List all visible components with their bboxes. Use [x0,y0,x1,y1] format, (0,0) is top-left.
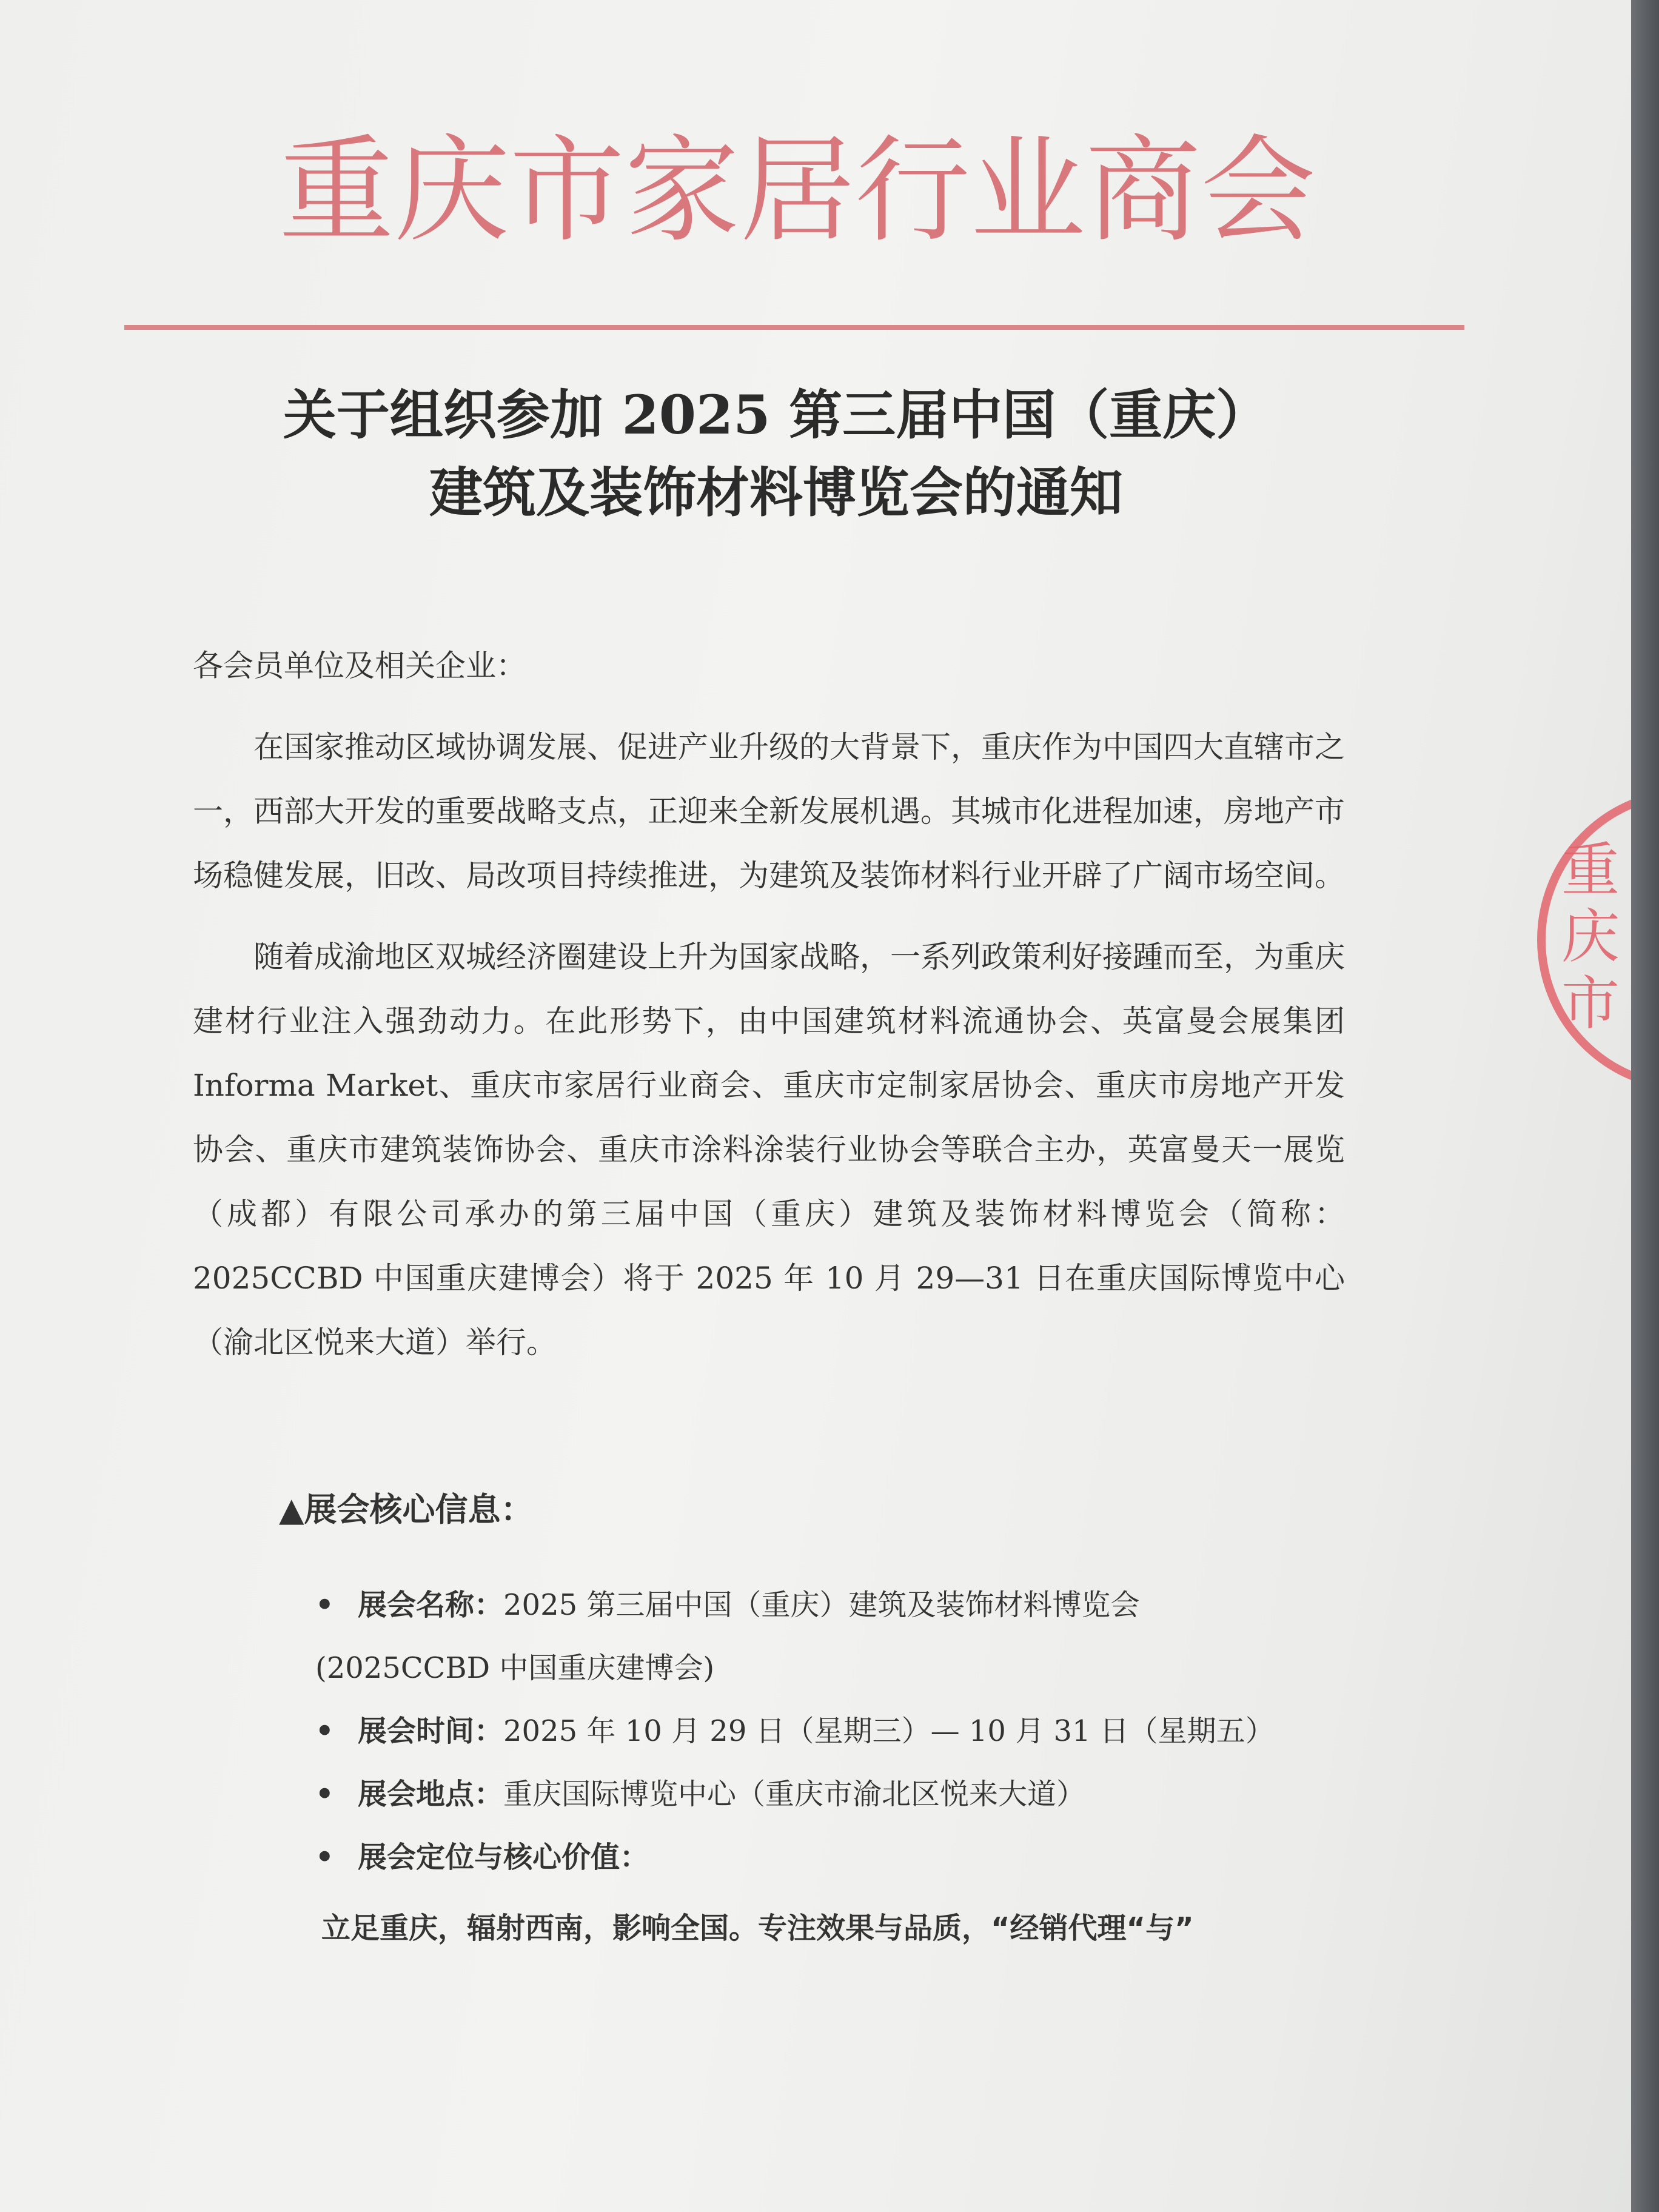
item-value: 2025 年 10 月 29 日（星期三）— 10 月 31 日（星期五） [503,1714,1275,1748]
letterhead-divider [124,325,1464,330]
item-label: 展会时间： [358,1714,504,1748]
seal-char-2: 庆 [1561,903,1620,971]
body-paragraph-2: 随着成渝地区双城经济圈建设上升为国家战略，一系列政策利好接踵而至，为重庆建材行业注入强劲动力。在此形势下，由中国建筑材料流通协会、英富曼会展集团 Informa Market、重庆市家居行业商会、重庆市定制家居协会、重庆市房地产开发协会、重庆市建筑装饰协会、重庆市涂料涂装行业协会等联合主办，英富曼天一展览（成都）有限公司承办的第三届中国（重庆）建筑及装饰材料博览会（简称：2025CCBD 中国重庆建博会）将于 2025 年 10 月 29—31 日在重庆国际博览中心（渝北区悦来大道）举行。 [193,939,1345,1360]
bullet-icon: • [315,1714,334,1748]
seal-char-3: 市 [1561,970,1620,1037]
salutation: 各会员单位及相关企业： [193,648,526,683]
item-label: 展会名称： [358,1588,504,1622]
core-info-heading: ▲展会核心信息： [279,1490,534,1529]
list-item-name [315,1574,1346,1700]
notice-title-line-2: 建筑及装饰材料博览会的通知 [429,461,1123,524]
list-item-time [315,1700,1346,1763]
item-value: 重庆国际博览中心（重庆市渝北区悦来大道） [503,1777,1086,1811]
bullet-icon: • [315,1588,334,1622]
background-edge [1631,0,1659,2212]
core-info-list [315,1574,1346,1889]
item-value: 2025 第三届中国（重庆）建筑及装饰材料博览会 [503,1588,1140,1622]
list-item-positioning [315,1826,1346,1889]
organization-letterhead: 重庆市家居行业商会 [279,124,1316,258]
bullet-icon: • [315,1777,334,1811]
seal-text [1561,837,1631,1037]
body-paragraph-1: 在国家推动区域协调发展、促进产业升级的大背景下，重庆作为中国四大直辖市之一，西部大开发的重要战略支点，正迎来全新发展机遇。其城市化进程加速，房地产市场稳健发展，旧改、局改项目持续推进，为建筑及装饰材料行业开辟了广阔市场空间。 [193,729,1345,893]
notice-title [139,376,1413,531]
notice-title-line-1: 关于组织参加 2025 第三届中国（重庆） [283,383,1270,446]
seal-char-1: 重 [1561,836,1620,904]
item-label: 展会定位与核心价值： [358,1840,649,1874]
notice-body [193,634,1345,1392]
item-label: 展会地点： [358,1777,504,1811]
item-continuation: (2025CCBD 中国重庆建博会) [315,1651,715,1685]
positioning-text: 立足重庆，辐射西南，影响全国。专注效果与品质，“经销代理“与” [321,1911,1194,1945]
list-item-venue [315,1763,1346,1826]
bullet-icon: • [315,1840,334,1874]
